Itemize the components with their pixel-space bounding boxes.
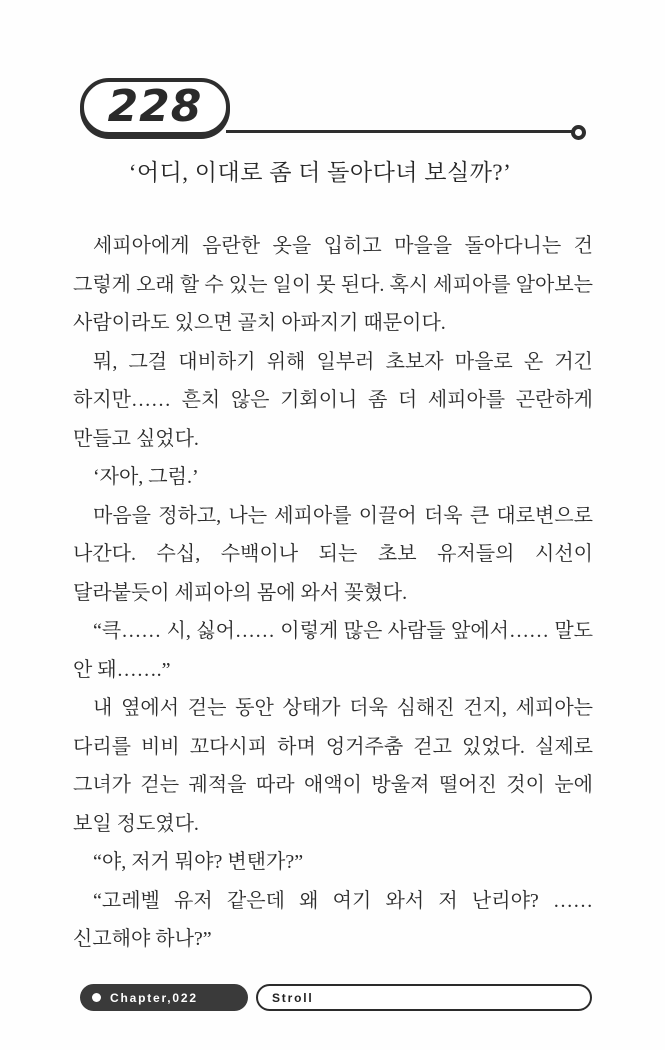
chapter-footer-pill (80, 984, 248, 1011)
header-line-end-ring-icon (571, 125, 586, 140)
paragraph: “야, 저거 뭐야? 변탠가?” (93, 851, 304, 873)
paragraph: 내 옆에서 걷는 동안 상태가 더욱 심해진 건지, 세피아는 다리를 비비 꼬다시피 하며 엉거주춤 걷고 있었다. 실제로 그녀가 걷는 궤적을 따라 애액이 방울져 떨어진 것이 눈에 보일 정도였다. (73, 697, 593, 835)
paragraph: 세피아에게 음란한 옷을 입히고 마을을 돌아다니는 건 그렇게 오래 할 수 있는 일이 못 된다. 혹시 세피아를 알아보는 사람이라도 있으면 골치 아파지기 때문이다. (73, 235, 593, 334)
section-footer-pill (256, 984, 592, 1011)
section-label: Stroll (272, 990, 314, 1005)
chapter-label: Chapter,022 (110, 990, 198, 1005)
page-number-badge (80, 78, 230, 136)
body-text (73, 227, 593, 959)
paragraph: 마음을 정하고, 나는 세피아를 이끌어 더욱 큰 대로변으로 나간다. 수십, 수백이나 되는 초보 유저들의 시선이 달라붙듯이 세피아의 몸에 와서 꽂혔다. (73, 504, 593, 604)
chapter-heading: ‘어디, 이대로 좀 더 돌아다녀 보실까?’ (128, 160, 512, 185)
page-number: 228 (107, 80, 203, 132)
paragraph: “큭…… 시, 싫어…… 이렇게 많은 사람들 앞에서…… 말도 안 돼…….” (73, 620, 593, 681)
paragraph: “고레벨 유저 같은데 왜 여기 와서 저 난리야? ……신고해야 하나?” (73, 889, 593, 950)
header-rule-line (226, 130, 575, 133)
paragraph: 뭐, 그걸 대비하기 위해 일부러 초보자 마을로 온 거긴 하지만…… 흔치 않은 기회이니 좀 더 세피아를 곤란하게 만들고 싶었다. (73, 350, 593, 450)
chapter-bullet-icon (92, 993, 101, 1002)
paragraph: ‘자아, 그럼.’ (93, 466, 199, 488)
